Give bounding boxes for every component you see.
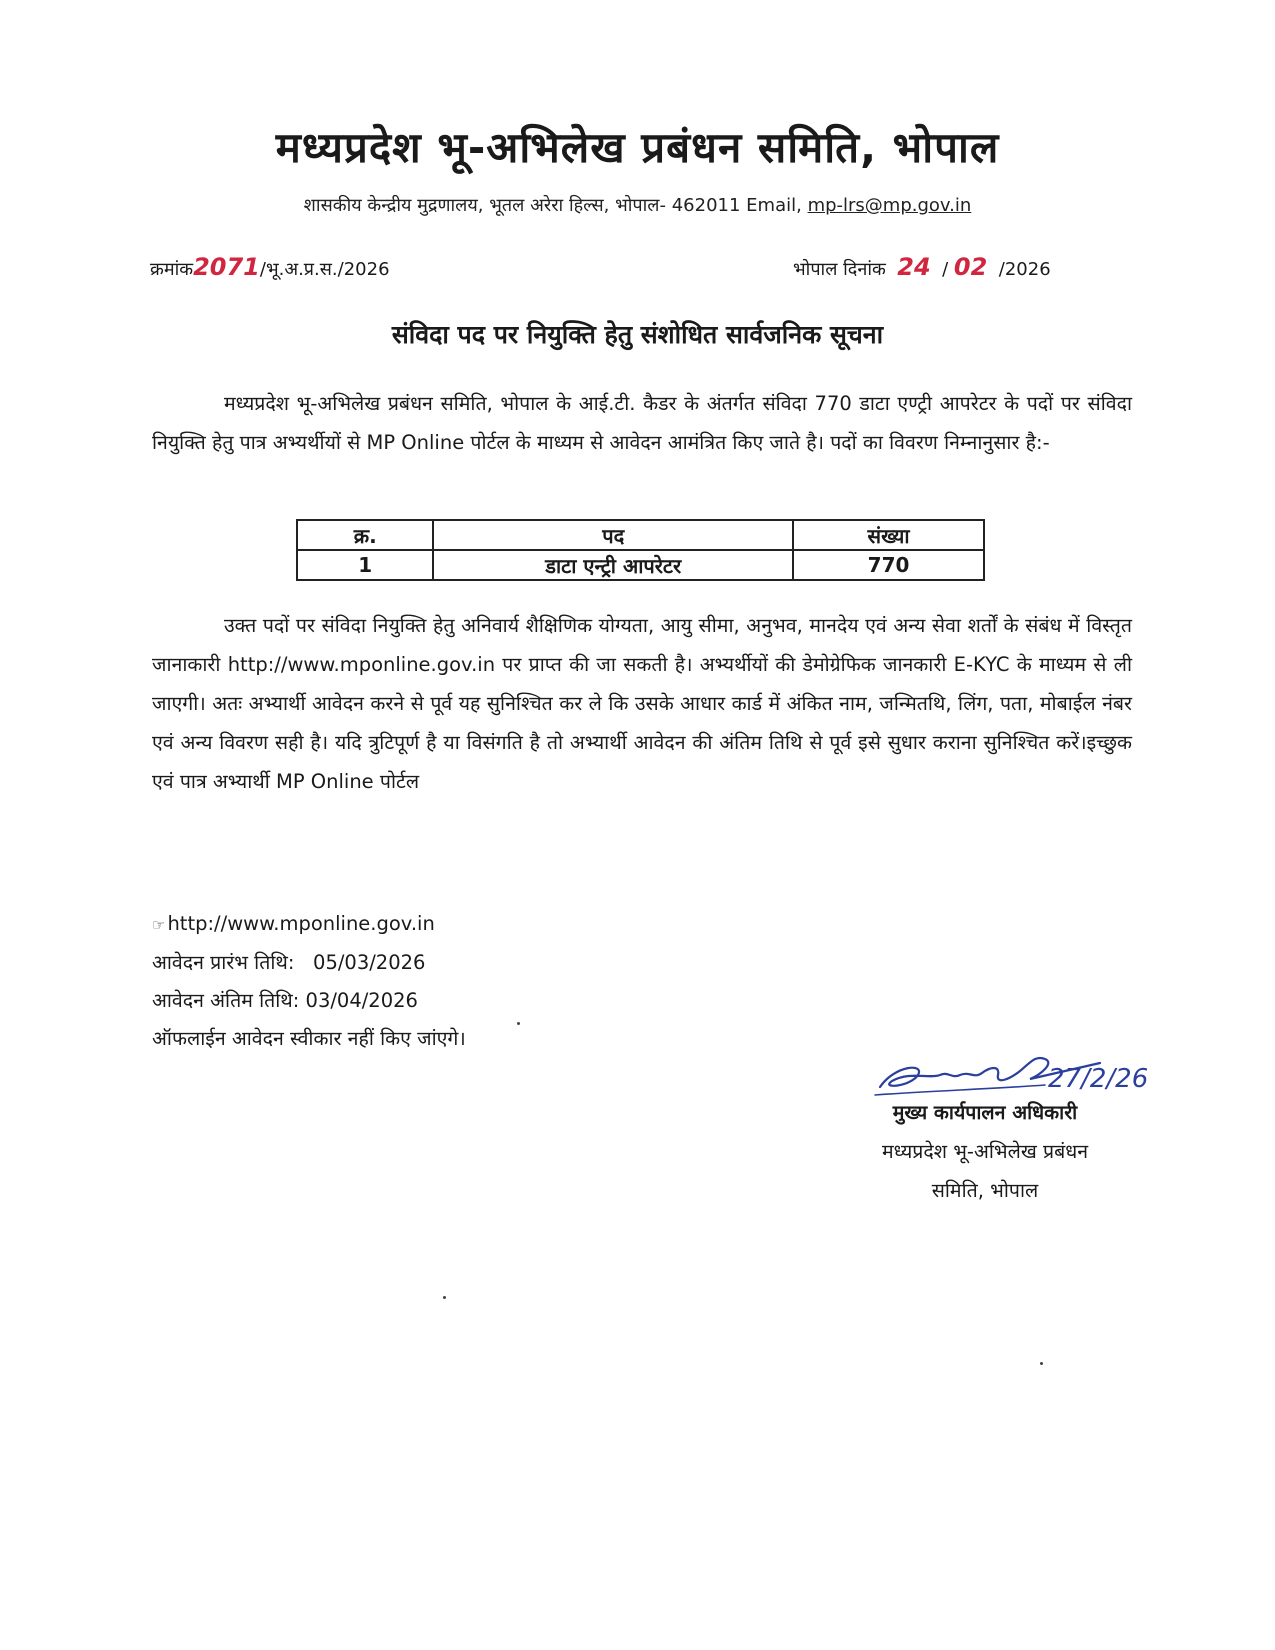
start-date-value: 05/03/2026 [313, 951, 426, 974]
scan-speck [443, 1296, 446, 1299]
date-prefix: भोपाल दिनांक [793, 259, 886, 280]
application-info [152, 905, 466, 1058]
scan-speck [1040, 1362, 1043, 1365]
signature-date: 27/2/26 [1048, 1064, 1149, 1094]
offline-note: ऑफलाईन आवेदन स्वीकार नहीं किए जांएगे। [152, 1027, 466, 1050]
end-date-line [152, 982, 466, 1020]
portal-url[interactable]: http://www.mponline.gov.in [167, 912, 435, 935]
end-date-value: 03/04/2026 [305, 989, 418, 1012]
officer-org-line2: समिति, भोपाल [931, 1179, 1039, 1202]
handwritten-day: 24 [897, 253, 931, 281]
reference-date: भोपाल दिनांक 24 / 02 /2026 [793, 253, 1051, 281]
notice-subject: संविदा पद पर नियुक्ति हेतु संशोधित सार्वजनिक सूचना [391, 320, 884, 349]
start-date-line [152, 944, 466, 982]
reference-prefix: क्रमांक [150, 259, 194, 280]
table-cell: 1 [297, 550, 433, 580]
table-row [297, 550, 984, 580]
org-title: मध्यप्रदेश भू-अभिलेख प्रबंधन समिति, भोपाल [275, 123, 1000, 172]
table-cell: डाटा एन्ट्री आपरेटर [433, 550, 793, 580]
pointing-hand-icon: ☞ [152, 916, 166, 934]
address-text: शासकीय केन्द्रीय मुद्रणालय, भूतल अरेरा हिल्स, भोपाल- 462011 Email, [303, 195, 802, 216]
details-paragraph: उक्त पदों पर संविदा नियुक्ति हेतु अनिवार्य शैक्षिणिक योग्यता, आयु सीमा, अनुभव, मानदेय एवं अन्य सेवा शर्तों के संबंध में विस्तृत जानाकारी http://www.mponline.gov.in पर प्राप्त की जा सकती है। अभ्यर्थीयों की डेमोग्रेफिक जानकारी E-KYC के माध्यम से ली जाएगी। अतः अभ्यार्थी आवेदन करने से पूर्व यह सुनिश्चित कर ले कि उसके आधार कार्ड में अंकित नाम, जन्मितथि, लिंग, पता, मोबाईल नंबर एवं अन्य विवरण सही है। यदि त्रुटिपूर्ण है या विसंगति है तो अभ्यार्थी आवेदन की अंतिम तिथि से पूर्व इसे सुधार कराना सुनिश्चित करें।इच्छुक एवं पात्र अभ्यार्थी MP Online पोर्टल [152, 614, 1132, 793]
email-link[interactable]: mp-lrs@mp.gov.in [807, 195, 972, 216]
officer-designation: मुख्य कार्यपालन अधिकारी [892, 1101, 1078, 1124]
intro-paragraph: मध्यप्रदेश भू-अभिलेख प्रबंधन समिति, भोपाल के आई.टी. कैडर के अंतर्गत संविदा 770 डाटा एण्ट्री आपरेटर के पदों पर संविदा नियुक्ति हेतु पात्र अभ्यर्थीयों से MP Online पोर्टल के माध्यम से आवेदन आमंत्रित किए जाते है। पदों का विवरण निम्नानुसार है:- [152, 392, 1132, 454]
start-date-label: आवेदन प्रारंभ तिथि: [152, 951, 295, 974]
table-header-row [297, 520, 984, 550]
posts-table [296, 519, 985, 581]
officer-org-line1: मध्यप्रदेश भू-अभिलेख प्रबंधन [881, 1140, 1089, 1163]
date-year: /2026 [998, 259, 1051, 280]
reference-suffix: /भू.अ.प्र.स./2026 [259, 259, 390, 280]
org-address [0, 193, 1275, 217]
table-header-cell: पद [433, 520, 793, 550]
portal-url-line [152, 905, 466, 944]
signature-block [835, 1093, 1135, 1210]
table-header-cell: संख्या [793, 520, 984, 550]
scan-speck [517, 1022, 520, 1025]
table-cell: 770 [793, 550, 984, 580]
handwritten-month: 02 [953, 253, 988, 281]
reference-number [150, 253, 390, 281]
table-header-cell: क्र. [297, 520, 433, 550]
end-date-label: आवेदन अंतिम तिथि: [152, 989, 300, 1012]
handwritten-reference-number: 2071 [193, 253, 260, 281]
